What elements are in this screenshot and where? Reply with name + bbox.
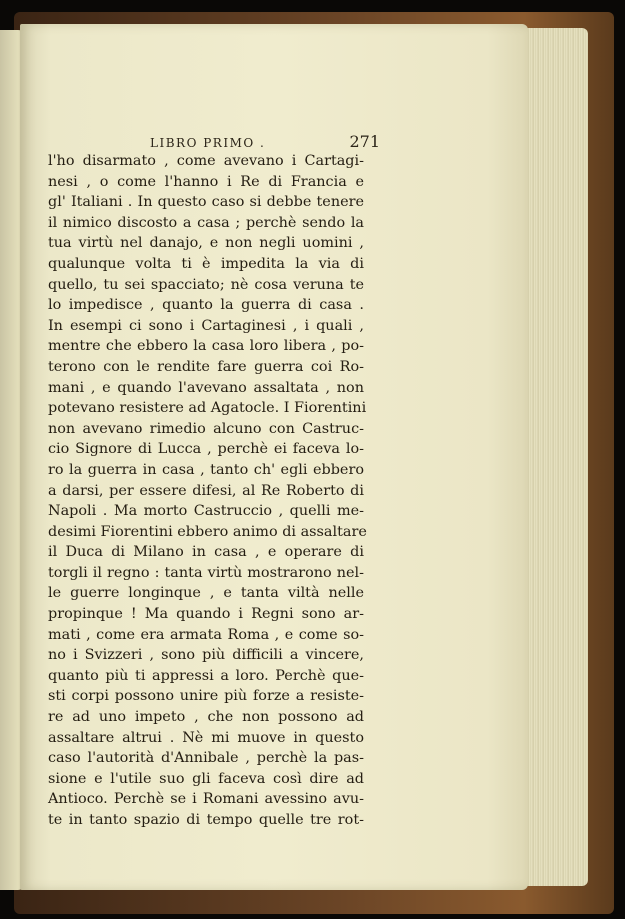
text-line: mentre che ebbero la casa loro libera , po- xyxy=(48,338,364,355)
text-line: a darsi, per essere difesi, al Re Roberto di xyxy=(48,482,364,499)
text-line: qualunque volta ti è impedita la via di xyxy=(48,255,364,272)
text-line: il nimico discosto a casa ; perchè sendo la xyxy=(48,214,364,231)
text-line: lo impedisce , quanto la guerra di casa . xyxy=(48,297,364,314)
text-line: mani , e quando l'avevano assaltata , non xyxy=(48,379,364,396)
text-line: nesi , o come l'hanno i Re di Francia e xyxy=(48,173,364,190)
body-text xyxy=(48,151,367,831)
text-line: te in tanto spazio di tempo quelle tre rot- xyxy=(48,812,364,828)
text-line: sione e l'utile suo gli faceva così dire ad xyxy=(48,770,364,787)
text-line: il Duca di Milano in casa , e operare di xyxy=(48,544,364,561)
text-line: gl' Italiani . In questo caso si debbe tenere xyxy=(48,194,364,211)
text-line: l'ho disarmato , come avevano i Cartagi- xyxy=(48,153,364,169)
text-line: tua virtù nel danajo, e non negli uomini , xyxy=(48,235,364,252)
text-line: quello, tu sei spacciato; nè cosa veruna te xyxy=(48,276,364,293)
text-line: no i Svizzeri , sono più difficili a vincere, xyxy=(48,647,364,664)
text-line: potevano resistere ad Agatocle. I Fiorentini xyxy=(48,400,367,417)
text-line: mati , come era armata Roma , e come so- xyxy=(48,626,364,643)
text-line: quanto più ti appressi a loro. Perchè que- xyxy=(48,667,364,684)
text-line: non avevano rimedio alcuno con Castruc- xyxy=(48,420,364,437)
text-line: assaltare altrui . Nè mi muove in questo xyxy=(48,729,364,746)
page-number: 271 xyxy=(349,132,380,151)
running-head-title: LIBRO PRIMO . xyxy=(150,136,266,150)
text-line: caso l'autorità d'Annibale , perchè la pas- xyxy=(48,750,364,767)
text-line: Antioco. Perchè se i Romani avessino avu- xyxy=(48,791,364,808)
text-line: terono con le rendite fare guerra coi Ro- xyxy=(48,358,364,375)
text-line: sti corpi possono unire più forze a resiste- xyxy=(48,688,364,705)
text-line: cio Signore di Lucca , perchè ei faceva lo- xyxy=(48,441,364,458)
text-line: le guerre longinque , e tanta viltà nelle xyxy=(48,585,364,602)
text-line: torgli il regno : tanta virtù mostrarono nel- xyxy=(48,564,364,581)
text-line: In esempi ci sono i Cartaginesi , i quali , xyxy=(48,317,364,334)
text-line: re ad uno impeto , che non possono ad xyxy=(48,709,364,726)
text-line: propinque ! Ma quando i Regni sono ar- xyxy=(48,606,364,623)
text-line: ro la guerra in casa , tanto ch' egli ebbero xyxy=(48,461,364,478)
text-line: desimi Fiorentini ebbero animo di assaltare xyxy=(48,523,367,540)
text-line: Napoli . Ma morto Castruccio , quelli me- xyxy=(48,503,364,520)
